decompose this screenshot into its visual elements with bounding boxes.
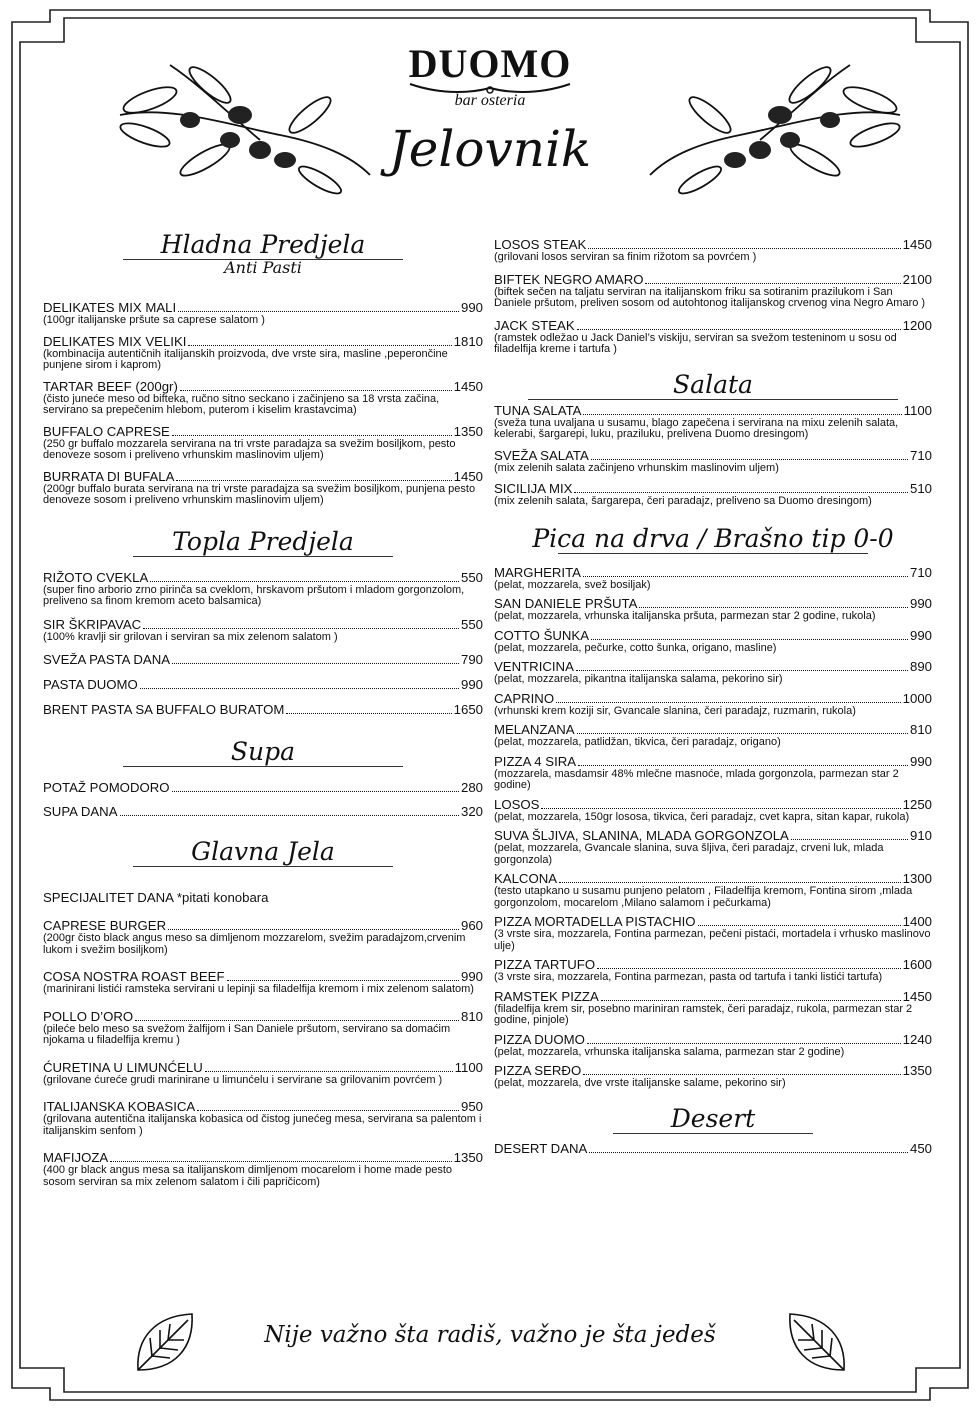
menu-item: [494, 1033, 932, 1059]
menu-item-line: [494, 629, 932, 643]
item-price: 280: [460, 780, 483, 795]
item-price: 1000: [902, 690, 932, 706]
menu-section: [43, 737, 483, 819]
item-price: 2100: [902, 271, 932, 287]
menu-item-line: [43, 970, 483, 984]
menu-item: [43, 335, 483, 372]
item-description: (sveža tuna uvaljana u susamu, blago zapečena i servirana na mixu zelenih salata, kelerabi, šargarepi, luku, praziluku, prelivena Duomo dresingom): [494, 416, 899, 440]
menu-item-line: [43, 335, 483, 349]
menu-item: [43, 301, 483, 327]
dot-leader: [576, 670, 908, 671]
menu-item-line: [494, 755, 932, 769]
menu-item: [494, 692, 932, 718]
item-price: 810: [909, 722, 932, 737]
dot-leader: [135, 1020, 459, 1021]
menu-item-line: [43, 703, 483, 717]
item-price: 1200: [902, 317, 932, 333]
item-description: (pelat, mozzarela, Gvancale slanina, suva šljiva, čeri paradajz, crveni luk, mlada gorgonzola): [494, 842, 884, 866]
item-price: 1100: [903, 402, 932, 418]
menu-item-line: [43, 781, 483, 795]
item-price: 1450: [453, 468, 483, 484]
section-title-text: Topla Predjela: [172, 526, 354, 556]
item-name: BUFFALO CAPRESE: [43, 423, 170, 439]
item-price: 1450: [453, 378, 483, 394]
item-description: (marinirani listići ramsteka servirani u lepinji sa filadelfija kremom i mix zelenom salatom): [43, 983, 474, 995]
item-price: 1400: [902, 914, 932, 929]
item-price: 510: [909, 481, 932, 496]
menu-item: [494, 566, 932, 592]
menu-item: [494, 798, 932, 824]
item-description: (grilovani losos serviran sa finim rižotom sa povrćem ): [494, 251, 757, 263]
section-rule: [123, 259, 403, 260]
section-title: [494, 370, 932, 400]
menu-item: [494, 1064, 932, 1090]
menu-item: [43, 571, 483, 608]
menu-section: [494, 370, 932, 508]
section-title-text: Salata: [673, 369, 753, 399]
item-name: PIZZA TARTUFO: [494, 957, 596, 972]
dot-leader: [120, 815, 459, 816]
item-price: 1250: [902, 796, 932, 812]
item-name: JACK STEAK: [494, 317, 575, 333]
item-price: 990: [909, 627, 932, 643]
menu-item: [43, 970, 483, 996]
menu-item: [43, 618, 483, 644]
item-description: (200gr buffalo burata servirana na tri vrste paradajza sa svežim bosiljkom, punjena pesto denoveze sosom i preliveno vrhunskim maslinovim uljem): [43, 482, 476, 506]
dot-leader: [110, 1161, 451, 1162]
item-price: 950: [460, 1099, 483, 1114]
menu-item-line: [494, 404, 932, 418]
dot-leader: [597, 968, 901, 969]
menu-item: [43, 805, 483, 819]
olive-branch-left-icon: [110, 45, 380, 195]
section-title-text: Hladna Predjela: [160, 230, 366, 259]
menu-item: [43, 678, 483, 692]
item-name: SIR ŠKRIPAVAC: [43, 616, 142, 632]
menu-item: [494, 449, 932, 475]
item-description: (pelat, mozzarela, svež bosiljak): [494, 578, 651, 591]
item-name: CAPRESE BURGER: [43, 918, 167, 933]
item-description: (grilovane ćureće grudi marinirane u limunćelu i servirane sa grilovanim povrćem ): [43, 1073, 443, 1086]
menu-item: [494, 273, 932, 310]
item-description: (pelat, mozzarela, dve vrste italijanske salame, pekorino sir): [494, 1077, 786, 1089]
item-name: TARTAR BEEF (200gr): [43, 378, 178, 394]
item-name: BURRATA DI BUFALA: [43, 468, 175, 484]
dot-leader: [574, 492, 908, 493]
item-name: COSA NOSTRA ROAST BEEF: [43, 969, 225, 984]
item-name: POTAŽ POMODORO: [43, 780, 170, 795]
menu-item-line: [43, 891, 483, 905]
item-name: SICILIJA MIX: [494, 481, 573, 496]
item-description: (pelat, mozzarela, 150gr lososa, tikvica, čeri paradajz, cvet kapra, sitan kapar, rukola): [494, 810, 910, 823]
brand-name: DUOMO: [408, 41, 572, 86]
menu-item: [494, 990, 932, 1027]
item-name: VENTRICINA: [494, 659, 574, 674]
dot-leader: [591, 639, 908, 640]
section-rule: [133, 556, 393, 557]
menu-item-line: [43, 1151, 483, 1165]
item-price: 810: [460, 1008, 483, 1024]
menu-item-line: [43, 1061, 483, 1075]
item-description: (ramstek odležao u Jack Daniel’s viskiju, serviran sa svežom testeninom u sosu od filadelfija kreme i tartufa ): [494, 331, 897, 355]
menu-item: [494, 723, 932, 749]
menu-item-line: [494, 566, 932, 580]
menu-item: [43, 425, 483, 462]
section-title: [494, 524, 932, 554]
section-title: [43, 737, 483, 767]
menu-section: [494, 524, 932, 1090]
item-price: 550: [460, 616, 483, 632]
menu-item: [43, 1010, 483, 1047]
item-name: ITALIJANSKA KOBASICA: [43, 1099, 196, 1114]
item-description: (400 gr black angus mesa sa italijanskom dimljenom mocarelom i home made pesto sosom serviran sa mix zelenom salatom i čili papričicom): [43, 1164, 453, 1188]
item-description: (super fino arborio zrno pirinča sa cveklom, hrskavom pršutom i mladom gorgonzolom, preliveno sa finom kremom aceto balsamica): [43, 583, 465, 607]
menu-item-line: [43, 380, 483, 394]
dot-leader: [180, 390, 452, 391]
menu-item: [43, 380, 483, 417]
menu-item-line: [43, 653, 483, 667]
dot-leader: [698, 925, 901, 926]
dot-leader: [639, 607, 908, 608]
dot-leader: [559, 882, 901, 883]
menu-item-line: [494, 829, 932, 843]
menu-item-line: [494, 482, 932, 496]
dot-leader: [583, 414, 901, 415]
menu-item-line: [43, 1100, 483, 1114]
section-title-text: Pica na drva / Brašno tip 0-0: [532, 523, 894, 553]
item-price: 1650: [453, 702, 483, 717]
left-column: [43, 230, 483, 1188]
item-price: 990: [460, 677, 483, 692]
item-description: (3 vrste sira, mozzarela, Fontina parmezan, pečeni pistaći, mortadela i vrhusko maslinovo ulje): [494, 928, 931, 952]
item-price: 550: [460, 569, 483, 585]
menu-item: [494, 829, 932, 866]
menu-item: [494, 629, 932, 655]
menu-item-line: [494, 872, 932, 886]
item-description: (100% kravlji sir grilovan i serviran sa mix zelenom salatom ): [43, 630, 338, 643]
menu-item: [43, 919, 483, 956]
item-price: 990: [460, 300, 483, 315]
dot-leader: [205, 1071, 453, 1072]
item-name: MELANZANA: [494, 722, 575, 737]
item-name: ĆURETINA U LIMUNĆELU: [43, 1059, 203, 1075]
item-price: 710: [909, 564, 932, 580]
dot-leader: [589, 1152, 908, 1153]
dot-leader: [172, 435, 452, 436]
item-name: COTTO ŠUNKA: [494, 627, 590, 643]
dot-leader: [172, 791, 459, 792]
menu-item-line: [43, 678, 483, 692]
dot-leader: [583, 1074, 900, 1075]
menu-item-line: [43, 301, 483, 315]
section-title: [494, 1104, 932, 1134]
item-description: (pelat, mozzarela, patlidžan, tikvica, čeri paradajz, origano): [494, 736, 781, 748]
menu-item-line: [494, 449, 932, 463]
item-price: 1300: [902, 871, 932, 886]
dot-leader: [591, 459, 908, 460]
item-price: 710: [909, 447, 932, 463]
item-description: (mix zelenih salata, šargarepa, čeri paradajz, preliveno sa Duomo dresingom): [494, 495, 872, 507]
item-name: SAN DANIELE PRŠUTA: [494, 596, 638, 611]
menu-item-line: [43, 1010, 483, 1024]
menu-item: [494, 958, 932, 984]
menu-item: [494, 597, 932, 623]
menu-item: [43, 1151, 483, 1188]
menu-item-line: [494, 958, 932, 972]
menu-item-line: [494, 1064, 932, 1078]
item-price: 890: [909, 659, 932, 674]
item-name: CAPRINO: [494, 690, 555, 706]
item-name: DELIKATES MIX VELIKI: [43, 333, 187, 349]
dot-leader: [645, 283, 900, 284]
menu-item: [494, 755, 932, 792]
dot-leader: [583, 576, 908, 577]
item-price: 320: [460, 804, 483, 819]
item-name: SUVA ŠLJIVA, SLANINA, MLADA GORGONZOLA: [494, 828, 789, 843]
item-price: 990: [460, 969, 483, 984]
dot-leader: [577, 733, 908, 734]
item-description: (pelat, mozzarela, pečurke, cotto šunka, origano, masline): [494, 641, 777, 654]
dot-leader: [601, 1000, 901, 1001]
item-name: DELIKATES MIX MALI: [43, 300, 177, 315]
menu-item-line: [494, 915, 932, 929]
item-price: 1600: [902, 957, 932, 972]
menu-item: [43, 1100, 483, 1137]
menu-item: [494, 404, 932, 441]
item-price: 990: [909, 753, 932, 769]
section-subtitle: Anti Pasti: [224, 258, 302, 277]
menu-item: [494, 872, 932, 909]
item-description: (250 gr buffalo mozzarela servirana na tri vrste paradajza sa svežim bosiljkom, pesto denoveze sosom i preliveno vrhunskim maslinovim uljem): [43, 437, 456, 461]
dot-leader: [143, 628, 459, 629]
item-name: PIZZA SERĐO: [494, 1063, 582, 1078]
item-description: (testo utapkano u susamu punjeno pelatom , Filadelfija kremom, Fontina sirom ,mlada gorgonzolom, mocarelom ,Milano salamom i pečurkama): [494, 885, 913, 909]
menu-item: [494, 482, 932, 508]
item-description: (filadelfija krem sir, posebno mariniran ramstek, čeri paradajz, rukola, parmezan star 2 godine, pinjole): [494, 1002, 913, 1026]
item-name: MARGHERITA: [494, 564, 581, 580]
item-price: 1350: [453, 1150, 483, 1165]
item-price: 790: [460, 652, 483, 667]
menu-item-line: [494, 660, 932, 674]
menu-item: [43, 470, 483, 507]
leaf-right-icon: [782, 1308, 852, 1378]
dot-leader: [286, 713, 451, 714]
dot-leader: [578, 765, 908, 766]
menu-item: [494, 238, 932, 264]
item-name: SVEŽA SALATA: [494, 447, 589, 463]
dot-leader: [150, 581, 459, 582]
menu-item: [43, 703, 483, 717]
item-description: (pelat, mozzarela, vrhunska italijanska salama, parmezan star 2 godine): [494, 1045, 845, 1058]
menu-section: [494, 1104, 932, 1156]
menu-item: [43, 781, 483, 795]
item-name: PASTA DUOMO: [43, 677, 138, 692]
section-title: [43, 837, 483, 867]
item-description: (200gr čisto black angus meso sa dimljenom mozzarelom, svežim paradajzom,crvenim lukom i svežim bosiljkom): [43, 932, 466, 956]
menu-section: [43, 837, 483, 1188]
dot-leader: [588, 248, 900, 249]
item-name: RIŽOTO CVEKLA: [43, 569, 149, 585]
item-description: (grilovana autentična italijanska kobasica od čistog junećeg mesa, servirana sa palentom i italijanskim senfom ): [43, 1113, 482, 1137]
item-description: (kombinacija autentičnih italijanskih proizvoda, dve vrste sira, masline ,peperončine punjene sirom i kaprom): [43, 347, 448, 371]
item-price: 1100: [454, 1059, 483, 1075]
right-column: [494, 230, 932, 1156]
dot-leader: [188, 345, 451, 346]
menu-item-line: [43, 571, 483, 585]
item-name: POLLO D’ORO: [43, 1008, 134, 1024]
dot-leader: [791, 839, 908, 840]
item-price: 960: [460, 918, 483, 933]
item-price: 990: [909, 596, 932, 611]
dot-leader: [577, 329, 901, 330]
item-price: 1350: [902, 1063, 932, 1078]
menu-item-line: [494, 1033, 932, 1047]
dot-leader: [227, 980, 459, 981]
item-name: MAFIJOZA: [43, 1150, 109, 1165]
item-description: (mozzarela, masdamsir 48% mlečne masnoće, mlada gorgonzola, parmezan star 2 godine): [494, 767, 899, 791]
item-name: LOSOS: [494, 796, 540, 812]
item-name: SPECIJALITET DANA *pitati konobara: [43, 890, 269, 905]
menu-item-line: [494, 273, 932, 287]
menu-item-line: [494, 597, 932, 611]
menu-header: [0, 0, 980, 235]
item-name: KALCONA: [494, 871, 558, 886]
item-description: (pelat, mozzarela, vrhunska italijanska pršuta, parmezan star 2 godine, rukola): [494, 610, 876, 622]
item-name: SUPA DANA: [43, 804, 118, 819]
menu-item-line: [494, 319, 932, 333]
item-name: BRENT PASTA SA BUFFALO BURATOM: [43, 702, 285, 717]
section-rule: [133, 866, 393, 867]
section-title: [43, 527, 483, 557]
item-name: PIZZA 4 SIRA: [494, 753, 577, 769]
item-name: SVEŽA PASTA DANA: [43, 652, 171, 667]
item-price: 1350: [453, 423, 483, 439]
menu-item: [494, 319, 932, 356]
dot-leader: [168, 929, 459, 930]
menu-item-line: [43, 919, 483, 933]
menu-item: [494, 1142, 932, 1156]
menu-item-line: [43, 618, 483, 632]
menu-title: Jelovnik: [388, 120, 592, 178]
menu-section: [43, 230, 483, 507]
item-price: 1810: [453, 333, 483, 349]
item-name: BIFTEK NEGRO AMARO: [494, 271, 644, 287]
dot-leader: [587, 1043, 901, 1044]
menu-item-line: [494, 798, 932, 812]
menu-item-line: [494, 692, 932, 706]
item-name: DESERT DANA: [494, 1140, 588, 1156]
menu-item-line: [43, 470, 483, 484]
menu-item-line: [43, 805, 483, 819]
section-title-text: Desert: [670, 1103, 756, 1133]
section-rule: [528, 399, 898, 400]
item-price: 450: [909, 1140, 932, 1156]
item-name: PIZZA MORTADELLA PISTACHIO: [494, 914, 696, 929]
section-title: [43, 230, 483, 260]
item-price: 910: [909, 828, 932, 843]
menu-item: [494, 915, 932, 952]
item-name: TUNA SALATA: [494, 402, 582, 418]
dot-leader: [556, 702, 901, 703]
menu-item-line: [494, 238, 932, 252]
menu-item-line: [494, 990, 932, 1004]
item-description: (pelat, mozzarela, pikantna italijanska salama, pekorino sir): [494, 673, 783, 685]
menu-item-line: [494, 723, 932, 737]
item-price: 1450: [902, 237, 932, 252]
dot-leader: [172, 663, 459, 664]
item-name: RAMSTEK PIZZA: [494, 988, 599, 1004]
menu-section: [494, 238, 932, 356]
dot-leader: [541, 808, 900, 809]
item-name: LOSOS STEAK: [494, 237, 587, 252]
section-rule: [613, 1133, 813, 1134]
menu-item: [43, 1061, 483, 1087]
item-price: 1450: [902, 988, 932, 1004]
item-description: (pileće belo meso sa svežom žalfijom i San Daniele pršutom, servirano sa domaćim njokama u filadelfija kremu ): [43, 1022, 451, 1046]
menu-item: [43, 891, 483, 905]
item-name: PIZZA DUOMO: [494, 1031, 585, 1047]
section-title-text: Supa: [230, 737, 296, 766]
dot-leader: [176, 480, 451, 481]
menu-item: [494, 660, 932, 686]
item-description: (biftek sečen na taljatu serviran na italijanskom friku sa sotiranim prazilukom i San Daniele pršutom, preliven sosom od autohtonog italijanskog crvenog vina Negro Amaro ): [494, 285, 926, 309]
item-description: (100gr italijanske pršute sa caprese salatom ): [43, 314, 265, 326]
item-description: (mix zelenih salata začinjeno vrhunskim maslinovim uljem): [494, 461, 779, 474]
menu-item: [43, 653, 483, 667]
footer-slogan: Nije važno šta radiš, važno je šta jedeš: [264, 1322, 716, 1348]
brand-subtitle: bar osteria: [454, 92, 526, 109]
item-description: (vrhunski krem koziji sir, Gvancale slanina, čeri paradajz, ruzmarin, rukola): [494, 704, 856, 717]
dot-leader: [140, 688, 459, 689]
section-rule: [123, 766, 403, 767]
menu-item-line: [494, 1142, 932, 1156]
olive-branch-right-icon: [640, 45, 910, 195]
item-price: 1240: [902, 1031, 932, 1047]
dot-leader: [178, 311, 459, 312]
section-title-text: Glavna Jela: [191, 837, 335, 866]
item-description: (čisto juneće meso od bifteka, ručno sitno seckano i začinjeno sa 18 vrsta začina, servirano sa prepečenim hlebom, puterom i kiselim krastavcima): [43, 392, 440, 416]
section-rule: [558, 553, 868, 554]
menu-item-line: [43, 425, 483, 439]
dot-leader: [197, 1110, 459, 1111]
menu-section: [43, 527, 483, 718]
item-description: (3 vrste sira, mozzarela, Fontina parmezan, pasta od tartufa i tanki listići tartufa): [494, 971, 883, 983]
